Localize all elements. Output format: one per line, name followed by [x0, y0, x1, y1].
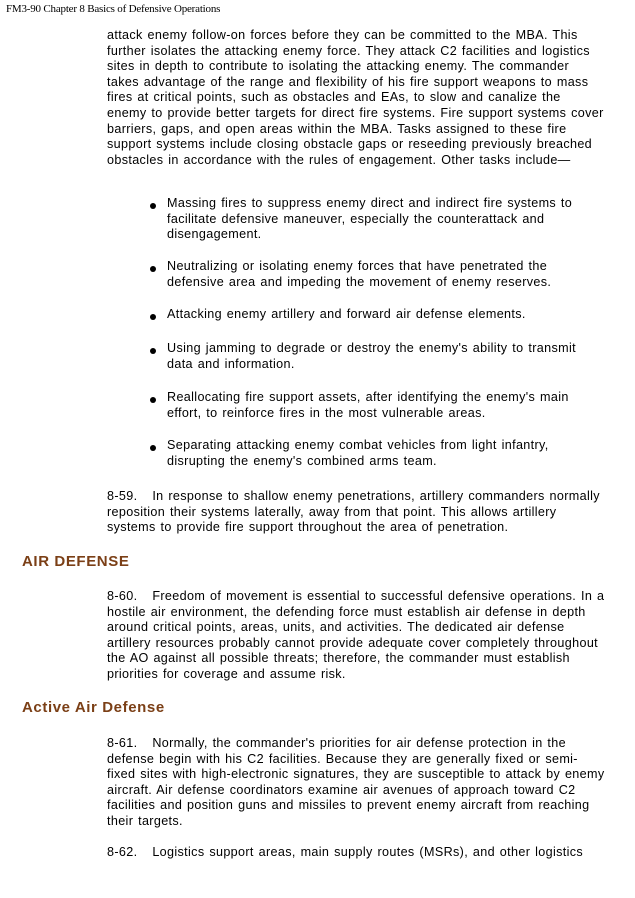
bullet-icon: [150, 348, 156, 354]
paragraph-8-60: [107, 589, 605, 683]
list-item-text: Massing fires to suppress enemy direct and indirect fire systems to facilitate defensive maneuver, especially the counterattack and disengagement.: [167, 196, 573, 242]
bullet-icon: [150, 397, 156, 403]
paragraph-text: In response to shallow enemy penetrations, artillery commanders normally reposition their systems laterally, away from that point. This allows artillery systems to provide fire support throughout the area of penetration.: [107, 489, 600, 535]
paragraph-number: 8-60.: [107, 589, 138, 603]
list-item-text: Neutralizing or isolating enemy forces that have penetrated the defensive area and impeding the movement of enemy reserves.: [167, 259, 552, 289]
heading-active-air-defense: Active Air Defense: [22, 699, 165, 716]
paragraph-text: Normally, the commander's priorities for air defense protection in the defense begin with his C2 facilities. Because they are generally fixed or semi-fixed sites with high-electronic signatures, they are susceptible to attack by enemy aircraft. Air defense coordinators examine air avenues of approach toward C2 facilities and position guns and missiles to prevent enemy aircraft from reaching their targets.: [107, 736, 605, 828]
list-item-text: Attacking enemy artillery and forward air defense elements.: [167, 307, 526, 321]
bullet-icon: [150, 203, 156, 209]
heading-air-defense: AIR DEFENSE: [22, 553, 130, 570]
list-item: [150, 259, 605, 290]
list-item: [150, 390, 605, 421]
list-item: [150, 196, 605, 243]
running-header: FM3-90 Chapter 8 Basics of Defensive Operations: [6, 3, 221, 15]
intro-paragraph: attack enemy follow-on forces before they can be committed to the MBA. This further isolates the attacking enemy force. They attack C2 facilities and logistics sites in depth to contribute to isolating the attacking enemy. The commander takes advantage of the range and flexibility of his fire support weapons to mass fires at critical points, such as obstacles and EAs, to slow and canalize the enemy to provide better targets for direct fire systems. Fire support systems cover barriers, gaps, and open areas within the MBA. Tasks assigned to these fire support systems include closing obstacle gaps or reseeding previously breached obstacles in accordance with the rules of engagement. Other tasks include—: [107, 28, 604, 167]
paragraph-number: 8-61.: [107, 736, 138, 750]
bullet-icon: [150, 266, 156, 272]
paragraph-text: Freedom of movement is essential to successful defensive operations. In a hostile air environment, the defending force must establish air defense in depth around critical points, areas, units, and activities. The dedicated air defense artillery resources probably cannot provide adequate cover completely throughout the AO against all possible threats; therefore, the commander must establish priorities for coverage and assume risk.: [107, 589, 605, 681]
list-item: [150, 307, 605, 323]
list-item-text: Reallocating fire support assets, after identifying the enemy's main effort, to reinforce fires in the most vulnerable areas.: [167, 390, 569, 420]
paragraph-8-59: [107, 489, 605, 536]
paragraph-number: 8-62.: [107, 845, 138, 859]
paragraph-text: Logistics support areas, main supply routes (MSRs), and other logistics: [152, 845, 584, 859]
bullet-icon: [150, 445, 156, 451]
list-item-text: Using jamming to degrade or destroy the enemy's ability to transmit data and information.: [167, 341, 576, 371]
paragraph-8-62: [107, 845, 605, 861]
bullet-icon: [150, 314, 156, 320]
list-item-text: Separating attacking enemy combat vehicles from light infantry, disrupting the enemy's combined arms team.: [167, 438, 549, 468]
list-item: [150, 438, 605, 469]
paragraph-8-61: [107, 736, 605, 830]
list-item: [150, 341, 605, 372]
paragraph-number: 8-59.: [107, 489, 138, 503]
